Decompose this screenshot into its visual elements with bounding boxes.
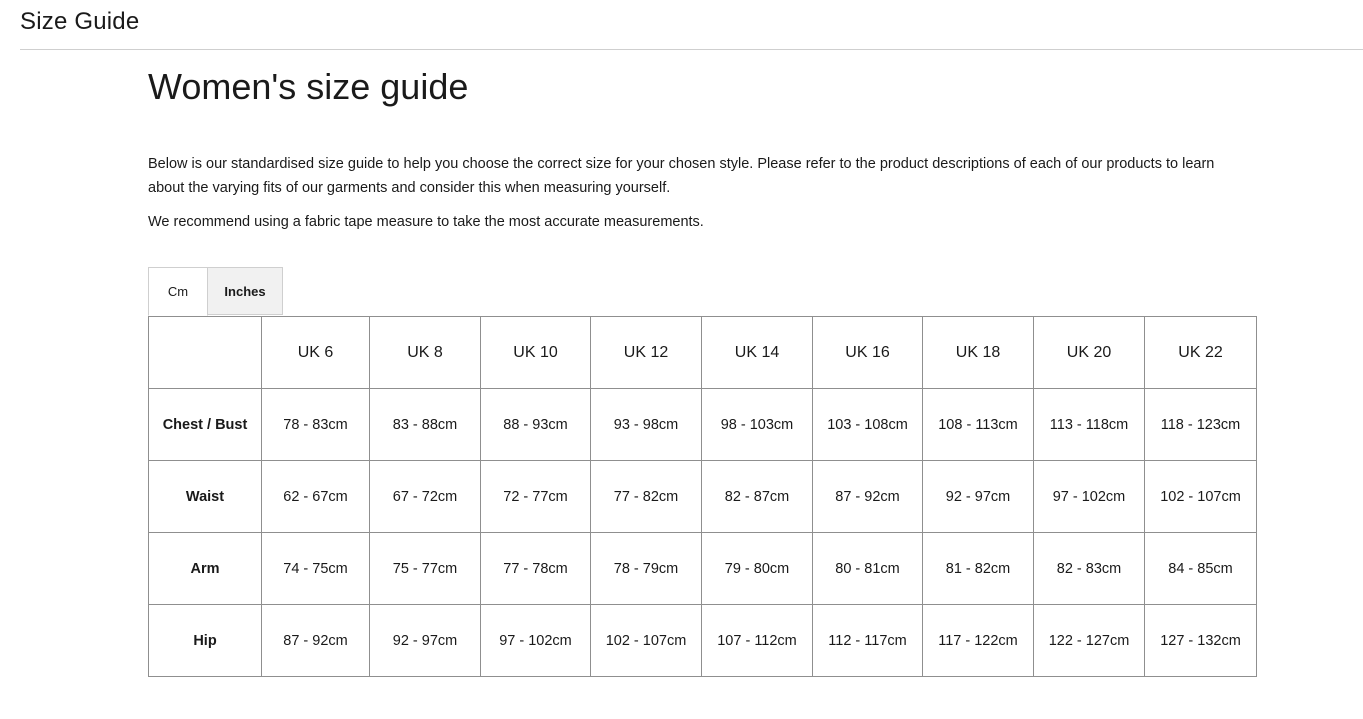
row-label: Chest / Bust xyxy=(149,389,262,461)
table-cell: 112 - 117cm xyxy=(813,605,923,677)
table-cell: 92 - 97cm xyxy=(923,461,1034,533)
table-cell: 113 - 118cm xyxy=(1034,389,1145,461)
table-cell: 117 - 122cm xyxy=(923,605,1034,677)
recommendation-text: We recommend using a fabric tape measure to take the most accurate measurements. xyxy=(148,214,704,230)
table-cell: 97 - 102cm xyxy=(481,605,591,677)
column-header: UK 8 xyxy=(370,317,481,389)
size-table xyxy=(148,316,1257,677)
table-cell: 82 - 83cm xyxy=(1034,533,1145,605)
table-cell: 118 - 123cm xyxy=(1145,389,1257,461)
table-cell: 102 - 107cm xyxy=(591,605,702,677)
tab-inches[interactable]: Inches xyxy=(208,267,283,315)
table-row xyxy=(149,461,1257,533)
table-cell: 79 - 80cm xyxy=(702,533,813,605)
page-title: Women's size guide xyxy=(148,66,469,107)
table-cell: 83 - 88cm xyxy=(370,389,481,461)
table-cell: 84 - 85cm xyxy=(1145,533,1257,605)
table-cell: 92 - 97cm xyxy=(370,605,481,677)
table-cell: 80 - 81cm xyxy=(813,533,923,605)
table-cell: 78 - 83cm xyxy=(262,389,370,461)
table-row xyxy=(149,533,1257,605)
table-cell: 82 - 87cm xyxy=(702,461,813,533)
table-cell: 87 - 92cm xyxy=(813,461,923,533)
table-cell: 97 - 102cm xyxy=(1034,461,1145,533)
row-label: Arm xyxy=(149,533,262,605)
table-cell: 88 - 93cm xyxy=(481,389,591,461)
table-cell: 72 - 77cm xyxy=(481,461,591,533)
table-cell: 98 - 103cm xyxy=(702,389,813,461)
row-label: Waist xyxy=(149,461,262,533)
table-corner-cell xyxy=(149,317,262,389)
table-cell: 108 - 113cm xyxy=(923,389,1034,461)
table-cell: 93 - 98cm xyxy=(591,389,702,461)
table-row xyxy=(149,389,1257,461)
table-cell: 67 - 72cm xyxy=(370,461,481,533)
column-header: UK 16 xyxy=(813,317,923,389)
page-header xyxy=(20,0,1363,50)
table-cell: 81 - 82cm xyxy=(923,533,1034,605)
table-header-row xyxy=(149,317,1257,389)
table-cell: 78 - 79cm xyxy=(591,533,702,605)
table-cell: 87 - 92cm xyxy=(262,605,370,677)
header-title: Size Guide xyxy=(20,8,140,35)
tab-cm[interactable]: Cm xyxy=(148,267,208,316)
table-cell: 77 - 82cm xyxy=(591,461,702,533)
table-cell: 127 - 132cm xyxy=(1145,605,1257,677)
intro-text: Below is our standardised size guide to help you choose the correct size for your chosen style. Please refer to the product descriptions of each of our products to learn about the varying fits of our garments and consider this when measuring yourself. xyxy=(148,156,1215,196)
table-cell: 122 - 127cm xyxy=(1034,605,1145,677)
row-label: Hip xyxy=(149,605,262,677)
column-header: UK 22 xyxy=(1145,317,1257,389)
table-row xyxy=(149,605,1257,677)
table-cell: 102 - 107cm xyxy=(1145,461,1257,533)
table-cell: 75 - 77cm xyxy=(370,533,481,605)
table-cell: 103 - 108cm xyxy=(813,389,923,461)
unit-tabs xyxy=(148,267,283,316)
column-header: UK 20 xyxy=(1034,317,1145,389)
table-cell: 107 - 112cm xyxy=(702,605,813,677)
column-header: UK 18 xyxy=(923,317,1034,389)
column-header: UK 14 xyxy=(702,317,813,389)
column-header: UK 6 xyxy=(262,317,370,389)
column-header: UK 10 xyxy=(481,317,591,389)
table-cell: 77 - 78cm xyxy=(481,533,591,605)
table-cell: 62 - 67cm xyxy=(262,461,370,533)
table-cell: 74 - 75cm xyxy=(262,533,370,605)
column-header: UK 12 xyxy=(591,317,702,389)
